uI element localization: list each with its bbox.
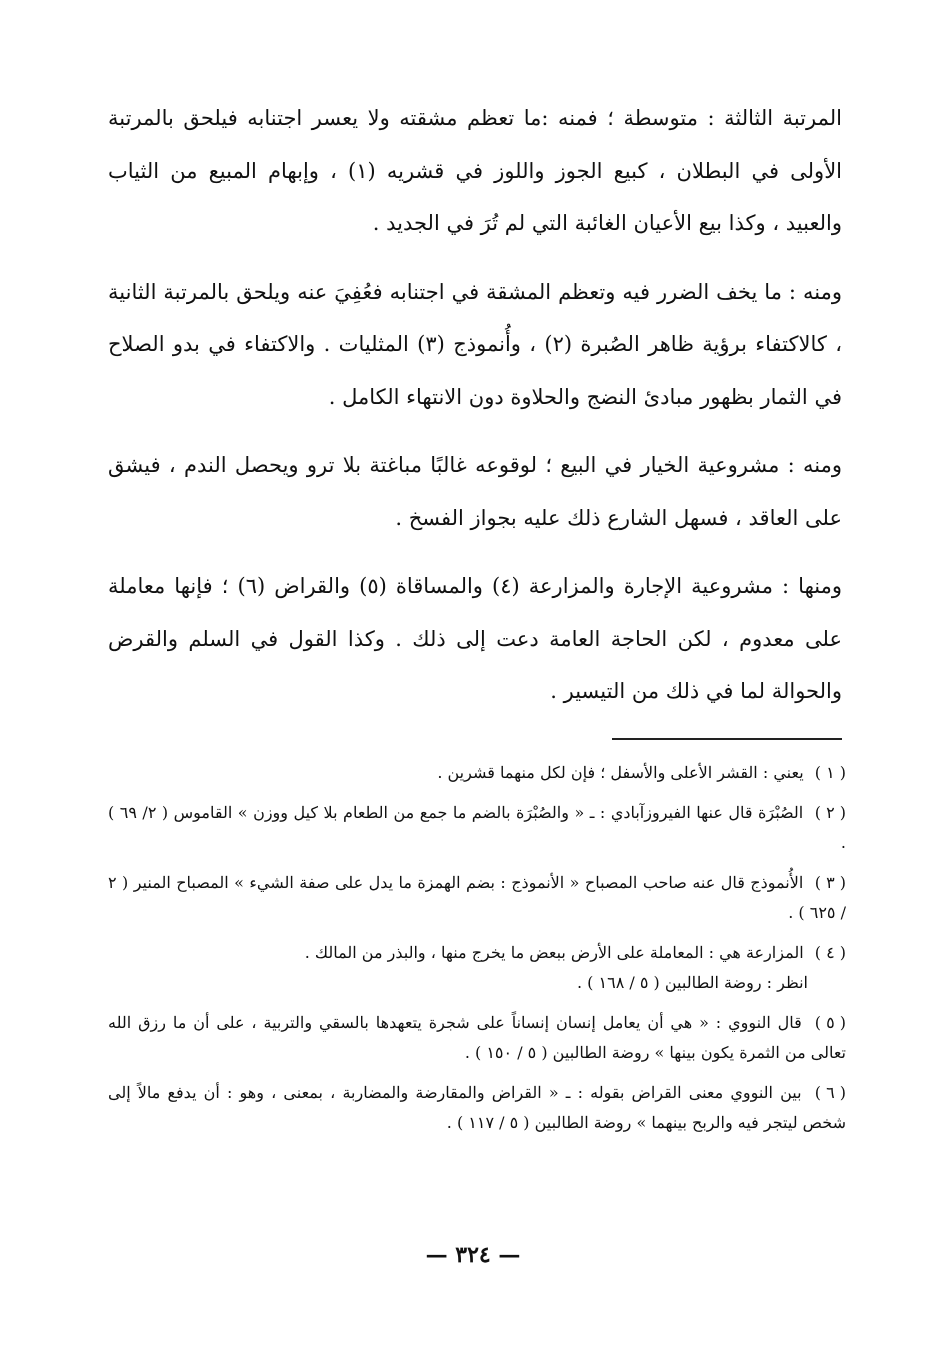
paragraph-2: ومنه : ما يخف الضرر فيه وتعظم المشقة في اجتنابه فعُفِيَ عنه ويلحق بالمرتبة الثانية ، كالاكتفاء برؤية ظاهر الصُبرة (٢) ، وأُنموذج (٣) المثليات . والاكتفاء في بدو الصلاح في الثمار بظهور مبادئ النضج والحلاوة دون الانتهاء الكامل .: [108, 279, 842, 409]
footnote-text: الأُنموذج قال عنه صاحب المصباح « الأنموذج : بضم الهمزة ما يدل على صفة الشيء » المصباح المنير ( ٢ / ٦٢٥ ) .: [108, 873, 846, 922]
footnote-number: ( ٦ ): [814, 1083, 846, 1102]
footnote-number: ( ٤ ): [814, 943, 846, 962]
main-text: [108, 92, 842, 718]
footnote-2: [108, 798, 846, 858]
footnote-number: ( ٣ ): [814, 873, 846, 892]
footnote-6: [108, 1078, 846, 1138]
page-number: — ٣٢٤ —: [425, 1242, 521, 1268]
footnote-text: المزارعة هي : المعاملة على الأرض ببعض ما يخرج منها ، والبذر من المالك .: [304, 943, 804, 962]
footnote-text: قال النووي : « هي أن يعامل إنسان إنساناً على شجرة يتعهدها بالسقي والتربية ، على أن ما رزق الله تعالى من الثمرة يكون بينها » روضة الطالبين ( ٥ / ١٥٠ ) .: [108, 1013, 846, 1062]
footnote-number: ( ٢ ): [814, 803, 846, 822]
paragraph-1: المرتبة الثالثة : متوسطة ؛ فمنه :ما تعظم مشقته ولا يعسر اجتنابه فيلحق بالمرتبة الأولى في البطلان ، كبيع الجوز واللوز في قشريه (١) ، وإبهام المبيع من الثياب والعبيد ، وكذا بيع الأعيان الغائبة التي لم تُرَ في الجديد .: [108, 106, 843, 235]
paragraph-4: ومنها : مشروعية الإجارة والمزارعة (٤) والمساقاة (٥) والقراض (٦) ؛ فإنها معاملة على معدوم ، لكن الحاجة العامة دعت إلى ذلك . وكذا القول في السلم والقرض والحوالة لما في ذلك من التيسير .: [108, 574, 842, 703]
footnote-text: بين النووي معنى القراض بقوله : ـ « القراض والمقارضة والمضاربة ، بمعنى ، وهو : أن يدفع مالاً إلى شخص ليتجر فيه والربح بينهما » روضة الطالبين ( ٥ / ١١٧ ) .: [108, 1083, 846, 1132]
footnotes: [108, 758, 846, 1148]
footnote-text-continued: انظر : روضة الطالبين ( ٥ / ١٦٨ ) .: [577, 973, 808, 992]
footnote-1: [108, 758, 846, 788]
footnote-number: ( ٥ ): [814, 1013, 846, 1032]
footnote-number: ( ١ ): [814, 763, 846, 782]
footnote-5: [108, 1008, 846, 1068]
footnote-3: [108, 868, 846, 928]
footnote-4: [108, 938, 846, 998]
paragraph-3: ومنه : مشروعية الخيار في البيع ؛ لوقوعه غالبًا مباغتة بلا ترو ويحصل الندم ، فيشق على العاقد ، فسهل الشارع ذلك عليه بجواز الفسخ .: [108, 453, 842, 530]
footnote-text: يعني : القشر الأعلى والأسفل ؛ فإن لكل منهما قشرين .: [437, 763, 804, 782]
footnote-divider: [612, 738, 842, 740]
footnote-text: الصُبْرَة قال عنها الفيروزآبادي : ـ « والصُبْرَة بالضم ما جمع من الطعام بلا كيل ووزن » القاموس ( ٢/ ٦٩ ) .: [108, 803, 846, 852]
